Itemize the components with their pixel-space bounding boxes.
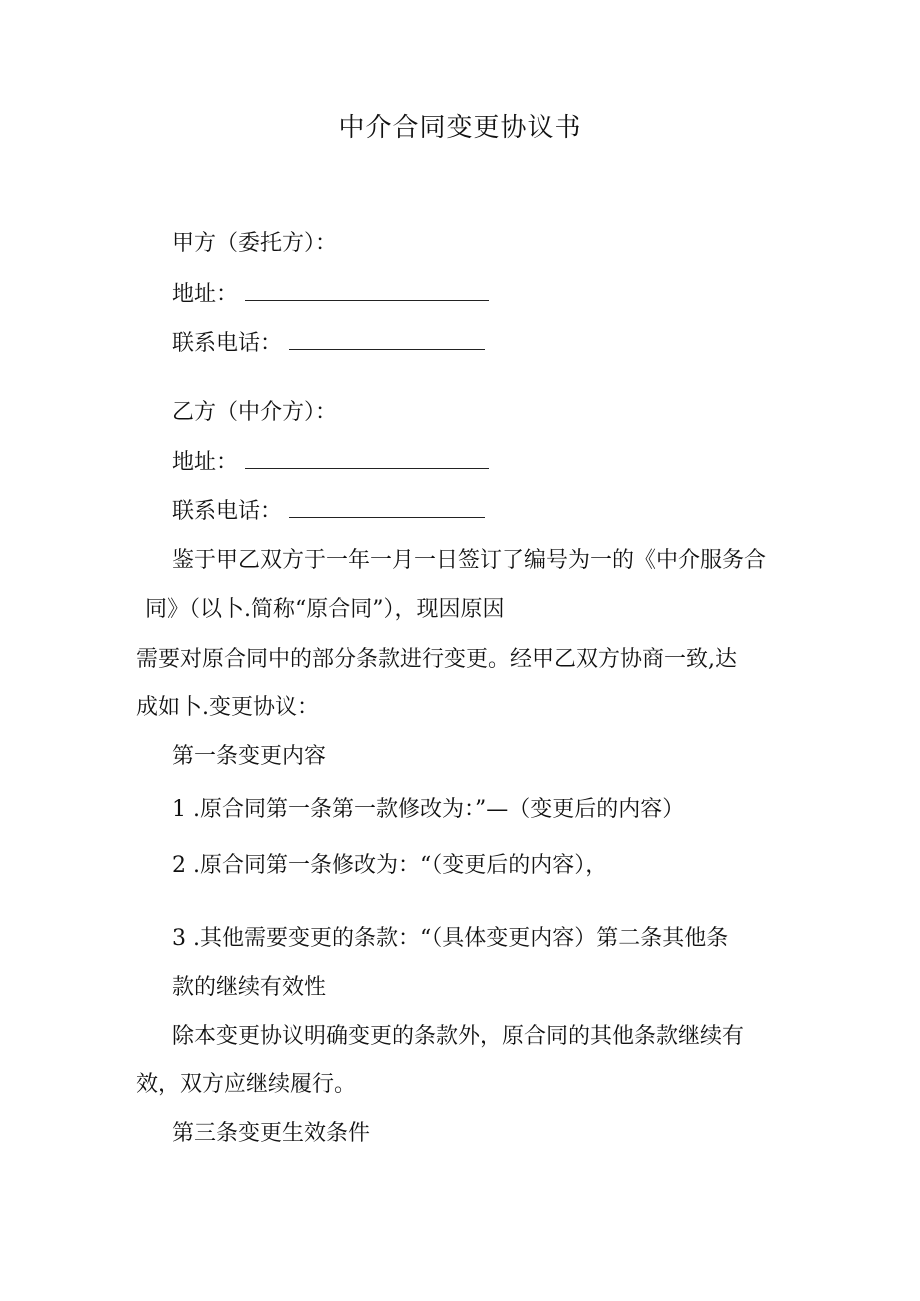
- article-2-body-line-2: 效，双方应继续履行。: [136, 1072, 357, 1097]
- party-a-phone-label: 联系电话：: [172, 331, 283, 356]
- preamble-line-1: 鉴于甲乙双方于一年一月一日签订了编号为一的《中介服务合: [172, 548, 767, 573]
- article-1-item-3-line-1: 3 .其他需要变更的条款：“（具体变更内容）第二条其他条: [172, 926, 729, 951]
- party-b-heading: 乙方（中介方）：: [172, 400, 338, 425]
- party-b-phone-label: 联系电话：: [172, 499, 283, 524]
- preamble-line-3: 需要对原合同中的部分条款进行变更。经甲乙双方协商一致,达: [136, 647, 737, 672]
- article-1-item-3-line-2: 款的继续有效性: [172, 975, 327, 1000]
- party-a-phone-blank: [289, 329, 485, 350]
- party-b-phone-row: [172, 496, 485, 528]
- article-1-item-1: 1 .原合同第一条第一款修改为：”—（变更后的内容）: [172, 797, 685, 822]
- party-b-address-blank: [245, 448, 489, 469]
- party-a-address-label: 地址：: [172, 282, 239, 307]
- document-title: 中介合同变更协议书: [338, 113, 582, 143]
- preamble-line-2: 同》（以卜.简称“原合同”），现因原因: [145, 597, 505, 622]
- party-a-phone-row: [172, 328, 485, 360]
- preamble-line-4: 成如卜.变更协议：: [136, 695, 319, 720]
- article-2-body-line-1: 除本变更协议明确变更的条款外，原合同的其他条款继续有: [172, 1024, 745, 1049]
- party-a-address-blank: [245, 280, 489, 301]
- party-a-address-row: [172, 279, 489, 311]
- party-b-address-row: [172, 447, 489, 479]
- party-a-heading: 甲方（委托方）：: [172, 231, 338, 256]
- article-1-item-2: 2 .原合同第一条修改为：“（变更后的内容），: [172, 853, 608, 878]
- article-1-heading: 第一条变更内容: [172, 744, 327, 769]
- party-b-phone-blank: [289, 497, 485, 518]
- party-b-address-label: 地址：: [172, 450, 239, 475]
- article-3-heading: 第三条变更生效条件: [172, 1121, 371, 1146]
